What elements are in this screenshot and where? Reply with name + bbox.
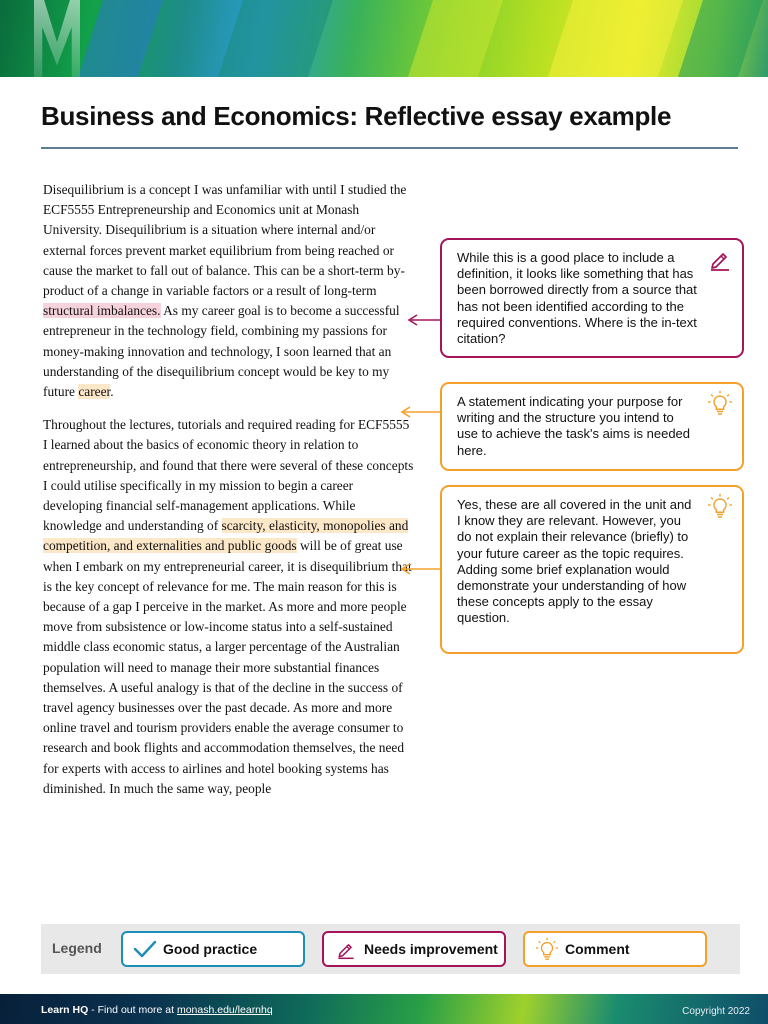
arrow-note-1 (405, 312, 445, 328)
footer-copyright: Copyright 2022 (682, 1006, 750, 1017)
arrow-note-2 (398, 404, 442, 420)
pencil-icon (334, 938, 358, 960)
footer-text: - Find out more at (88, 1004, 177, 1016)
note-comment-purpose (440, 382, 744, 471)
essay-paragraph-2 (43, 415, 415, 799)
banner-streak (211, 0, 340, 77)
banner-streak (671, 0, 768, 77)
essay-body (43, 180, 415, 812)
legend-needs-improvement (322, 931, 506, 967)
checkmark-icon (133, 939, 157, 959)
essay-text: Throughout the lectures, tutorials and required reading for ECF5555 I learned about the basics of economic theory in relation to entrepreneurship, and found that there were several of these concepts I could utilise specifically in my mission to begin a career developing financial self-management applications. While knowledge and understanding of (43, 417, 414, 534)
footer-brand: Learn HQ (41, 1004, 89, 1016)
footer (0, 994, 768, 1024)
banner-streak (71, 0, 170, 77)
footer-link[interactable]: monash.edu/learnhq (176, 1004, 273, 1016)
highlight-structural-imbalances: structural imbalances. (43, 303, 161, 319)
highlight-career: career (78, 384, 111, 400)
monash-m-logo (34, 0, 80, 77)
essay-text: As my career goal is to become a successful entrepreneur in the technology field, combining my passions for money-making innovation and technology, I soon learned that an understanding of the disequilibrium concept would be key to my future (43, 303, 400, 400)
legend-comment (523, 931, 707, 967)
essay-paragraph-1 (43, 180, 415, 402)
footer-info (41, 1004, 273, 1016)
note-comment-relevance (440, 485, 744, 654)
note-text: Yes, these are all covered in the unit and I know they are relevant. However, you do not explain their relevance (briefly) to your future career as the topic requires. Adding some brief explanation would demonstrate your understanding of how these concepts apply to the essay question. (457, 497, 692, 626)
legend-label: Legend (52, 940, 102, 956)
lightbulb-icon (707, 390, 733, 416)
legend-comment-label: Comment (565, 941, 630, 957)
note-text: A statement indicating your purpose for writing and the structure you intend to use to achieve the task's aims is needed here. (457, 394, 691, 458)
legend-good-label: Good practice (163, 941, 258, 957)
lightbulb-icon (707, 493, 733, 519)
pencil-icon (707, 246, 733, 272)
title-divider (41, 147, 738, 149)
legend-improve-label: Needs improvement (364, 941, 498, 957)
note-needs-improvement-citation (440, 238, 744, 358)
legend (41, 924, 740, 974)
lightbulb-icon (535, 937, 559, 961)
essay-text: will be of great use when I embark on my entrepreneurial career, it is disequilibrium that is the key concept of relevance for me. The main reason for this is because of a gap I perceive in the market. As more and more people move from subsistence or low-income status into a self-sustained middle class economic status, a larger percentage of the Australian population will need to manage their more substantial finances themselves. A useful analogy is that of the decline in the success of travel agency businesses over the past decade. As more and more online travel and tourism providers enable the average consumer to research and book flights and accommodation themselves, the need for experts with access to airlines and hotel booking systems has diminished. In much the same way, people (43, 538, 412, 796)
note-text: While this is a good place to include a definition, it looks like something that has been borrowed directly from a source that has not been identified according to the required conventions. Where is the in-text citation? (457, 250, 697, 347)
header-banner (0, 0, 768, 77)
arrow-note-3 (398, 561, 442, 577)
essay-text: . (110, 384, 114, 400)
essay-text: Disequilibrium is a concept I was unfamiliar with until I studied the ECF5555 Entrepreneurship and Economics unit at Monash University. Disequilibrium is a situation where internal and/or external forces prevent market equilibrium from being reached or cause the market to fall out of balance. This can be a short-term by-product of a change in variable factors or a result of long-term (43, 182, 407, 299)
banner-streak (541, 0, 690, 77)
page-title: Business and Economics: Reflective essay example (41, 101, 672, 131)
banner-streak (401, 0, 510, 77)
legend-good-practice (121, 931, 305, 967)
highlight-concepts: scarcity, elasticity, monopolies and competition, and externalities and public goods (43, 518, 409, 554)
